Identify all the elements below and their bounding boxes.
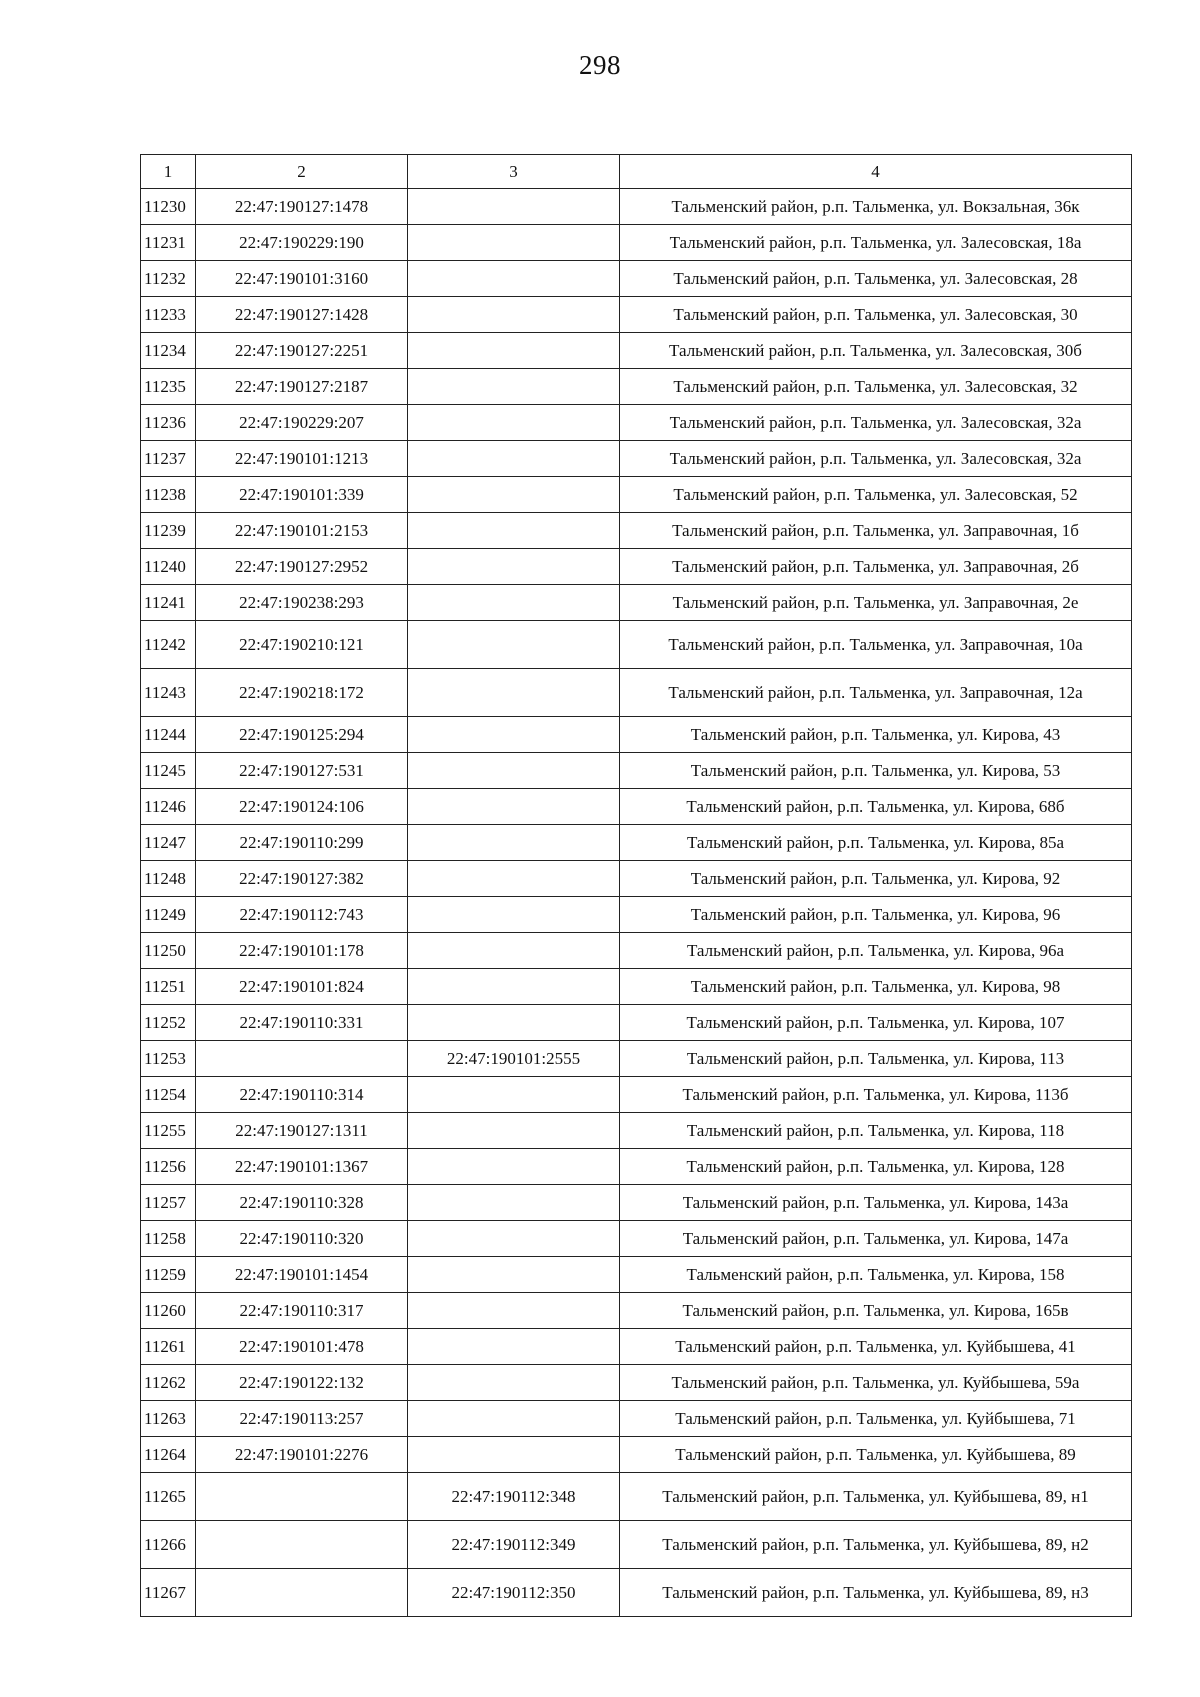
alt-cadastral-number-cell	[408, 261, 620, 297]
page-number: 298	[579, 50, 621, 80]
cadastral-number-cell: 22:47:190210:121	[196, 621, 408, 669]
address-cell: Тальменский район, р.п. Тальменка, ул. Кирова, 107	[620, 1005, 1132, 1041]
address-cell: Тальменский район, р.п. Тальменка, ул. Залесовская, 30б	[620, 333, 1132, 369]
table-row	[141, 333, 1132, 369]
cadastral-number-cell: 22:47:190218:172	[196, 669, 408, 717]
row-number-cell: 11267	[141, 1569, 196, 1617]
row-number-cell: 11254	[141, 1077, 196, 1113]
alt-cadastral-number-cell	[408, 1149, 620, 1185]
cadastral-number-cell	[196, 1041, 408, 1077]
alt-cadastral-number-cell	[408, 513, 620, 549]
alt-cadastral-number-cell: 22:47:190112:350	[408, 1569, 620, 1617]
alt-cadastral-number-cell	[408, 861, 620, 897]
cadastral-number-cell: 22:47:190110:328	[196, 1185, 408, 1221]
alt-cadastral-number-cell	[408, 825, 620, 861]
table-row	[141, 1569, 1132, 1617]
header-cell-3: 3	[408, 155, 620, 189]
row-number-cell: 11234	[141, 333, 196, 369]
address-cell: Тальменский район, р.п. Тальменка, ул. Куйбышева, 41	[620, 1329, 1132, 1365]
address-cell: Тальменский район, р.п. Тальменка, ул. Кирова, 165в	[620, 1293, 1132, 1329]
address-cell: Тальменский район, р.п. Тальменка, ул. Залесовская, 52	[620, 477, 1132, 513]
cadastral-number-cell: 22:47:190127:531	[196, 753, 408, 789]
cadastral-number-cell: 22:47:190122:132	[196, 1365, 408, 1401]
alt-cadastral-number-cell	[408, 1329, 620, 1365]
row-number-cell: 11265	[141, 1473, 196, 1521]
cadastral-number-cell: 22:47:190110:317	[196, 1293, 408, 1329]
cadastral-number-cell: 22:47:190110:320	[196, 1221, 408, 1257]
alt-cadastral-number-cell	[408, 225, 620, 261]
alt-cadastral-number-cell	[408, 297, 620, 333]
cadastral-number-cell: 22:47:190101:824	[196, 969, 408, 1005]
address-cell: Тальменский район, р.п. Тальменка, ул. Кирова, 143а	[620, 1185, 1132, 1221]
table-row	[141, 369, 1132, 405]
row-number-cell: 11262	[141, 1365, 196, 1401]
alt-cadastral-number-cell	[408, 1005, 620, 1041]
cadastral-number-cell: 22:47:190110:331	[196, 1005, 408, 1041]
table-row	[141, 1293, 1132, 1329]
cadastral-number-cell	[196, 1569, 408, 1617]
table-row	[141, 621, 1132, 669]
row-number-cell: 11244	[141, 717, 196, 753]
table-row	[141, 789, 1132, 825]
address-cell: Тальменский район, р.п. Тальменка, ул. Кирова, 118	[620, 1113, 1132, 1149]
address-cell: Тальменский район, р.п. Тальменка, ул. Вокзальная, 36к	[620, 189, 1132, 225]
alt-cadastral-number-cell	[408, 789, 620, 825]
alt-cadastral-number-cell	[408, 753, 620, 789]
row-number-cell: 11252	[141, 1005, 196, 1041]
cadastral-number-cell: 22:47:190112:743	[196, 897, 408, 933]
address-cell: Тальменский район, р.п. Тальменка, ул. Кирова, 92	[620, 861, 1132, 897]
address-cell: Тальменский район, р.п. Тальменка, ул. Кирова, 85а	[620, 825, 1132, 861]
address-cell: Тальменский район, р.п. Тальменка, ул. Залесовская, 32а	[620, 441, 1132, 477]
header-row	[141, 155, 1132, 189]
register-table-container	[140, 154, 1132, 1617]
alt-cadastral-number-cell	[408, 1257, 620, 1293]
cadastral-number-cell: 22:47:190101:3160	[196, 261, 408, 297]
address-cell: Тальменский район, р.п. Тальменка, ул. Заправочная, 2б	[620, 549, 1132, 585]
row-number-cell: 11250	[141, 933, 196, 969]
address-cell: Тальменский район, р.п. Тальменка, ул. Залесовская, 32а	[620, 405, 1132, 441]
alt-cadastral-number-cell	[408, 1401, 620, 1437]
address-cell: Тальменский район, р.п. Тальменка, ул. Залесовская, 28	[620, 261, 1132, 297]
row-number-cell: 11257	[141, 1185, 196, 1221]
table-row	[141, 513, 1132, 549]
alt-cadastral-number-cell	[408, 333, 620, 369]
table-row	[141, 1401, 1132, 1437]
row-number-cell: 11249	[141, 897, 196, 933]
header-cell-2: 2	[196, 155, 408, 189]
cadastral-number-cell: 22:47:190110:299	[196, 825, 408, 861]
address-cell: Тальменский район, р.п. Тальменка, ул. Заправочная, 10а	[620, 621, 1132, 669]
cadastral-number-cell: 22:47:190101:1213	[196, 441, 408, 477]
address-cell: Тальменский район, р.п. Тальменка, ул. Куйбышева, 71	[620, 1401, 1132, 1437]
address-cell: Тальменский район, р.п. Тальменка, ул. Кирова, 68б	[620, 789, 1132, 825]
cadastral-number-cell: 22:47:190101:339	[196, 477, 408, 513]
cadastral-number-cell: 22:47:190101:2153	[196, 513, 408, 549]
table-row	[141, 1365, 1132, 1401]
address-cell: Тальменский район, р.п. Тальменка, ул. Куйбышева, 89, н1	[620, 1473, 1132, 1521]
address-cell: Тальменский район, р.п. Тальменка, ул. Залесовская, 30	[620, 297, 1132, 333]
row-number-cell: 11264	[141, 1437, 196, 1473]
table-row	[141, 1005, 1132, 1041]
address-cell: Тальменский район, р.п. Тальменка, ул. Куйбышева, 89	[620, 1437, 1132, 1473]
cadastral-number-cell: 22:47:190238:293	[196, 585, 408, 621]
address-cell: Тальменский район, р.п. Тальменка, ул. Заправочная, 2е	[620, 585, 1132, 621]
row-number-cell: 11238	[141, 477, 196, 513]
address-cell: Тальменский район, р.п. Тальменка, ул. Кирова, 147а	[620, 1221, 1132, 1257]
table-row	[141, 1077, 1132, 1113]
table-row	[141, 825, 1132, 861]
register-table	[140, 154, 1132, 1617]
address-cell: Тальменский район, р.п. Тальменка, ул. Куйбышева, 89, н2	[620, 1521, 1132, 1569]
cadastral-number-cell: 22:47:190229:207	[196, 405, 408, 441]
table-row	[141, 969, 1132, 1005]
row-number-cell: 11255	[141, 1113, 196, 1149]
alt-cadastral-number-cell	[408, 1185, 620, 1221]
cadastral-number-cell: 22:47:190127:1478	[196, 189, 408, 225]
address-cell: Тальменский район, р.п. Тальменка, ул. Кирова, 96а	[620, 933, 1132, 969]
cadastral-number-cell: 22:47:190127:1311	[196, 1113, 408, 1149]
address-cell: Тальменский район, р.п. Тальменка, ул. Заправочная, 1б	[620, 513, 1132, 549]
address-cell: Тальменский район, р.п. Тальменка, ул. Кирова, 113б	[620, 1077, 1132, 1113]
row-number-cell: 11237	[141, 441, 196, 477]
table-row	[141, 1257, 1132, 1293]
table-row	[141, 861, 1132, 897]
table-row	[141, 225, 1132, 261]
cadastral-number-cell: 22:47:190127:2187	[196, 369, 408, 405]
address-cell: Тальменский район, р.п. Тальменка, ул. Кирова, 113	[620, 1041, 1132, 1077]
row-number-cell: 11248	[141, 861, 196, 897]
table-row	[141, 297, 1132, 333]
alt-cadastral-number-cell	[408, 1221, 620, 1257]
address-cell: Тальменский район, р.п. Тальменка, ул. Кирова, 98	[620, 969, 1132, 1005]
table-row	[141, 897, 1132, 933]
cadastral-number-cell	[196, 1521, 408, 1569]
alt-cadastral-number-cell	[408, 189, 620, 225]
alt-cadastral-number-cell	[408, 1077, 620, 1113]
row-number-cell: 11241	[141, 585, 196, 621]
cadastral-number-cell: 22:47:190127:1428	[196, 297, 408, 333]
table-row	[141, 1329, 1132, 1365]
row-number-cell: 11233	[141, 297, 196, 333]
row-number-cell: 11246	[141, 789, 196, 825]
table-row	[141, 189, 1132, 225]
cadastral-number-cell: 22:47:190101:2276	[196, 1437, 408, 1473]
row-number-cell: 11232	[141, 261, 196, 297]
alt-cadastral-number-cell: 22:47:190112:348	[408, 1473, 620, 1521]
address-cell: Тальменский район, р.п. Тальменка, ул. Заправочная, 12а	[620, 669, 1132, 717]
table-row	[141, 1041, 1132, 1077]
table-row	[141, 1113, 1132, 1149]
row-number-cell: 11260	[141, 1293, 196, 1329]
alt-cadastral-number-cell: 22:47:190112:349	[408, 1521, 620, 1569]
cadastral-number-cell: 22:47:190101:478	[196, 1329, 408, 1365]
table-row	[141, 717, 1132, 753]
alt-cadastral-number-cell	[408, 897, 620, 933]
alt-cadastral-number-cell	[408, 933, 620, 969]
row-number-cell: 11243	[141, 669, 196, 717]
alt-cadastral-number-cell	[408, 1113, 620, 1149]
alt-cadastral-number-cell	[408, 969, 620, 1005]
cadastral-number-cell: 22:47:190127:382	[196, 861, 408, 897]
cadastral-number-cell: 22:47:190113:257	[196, 1401, 408, 1437]
alt-cadastral-number-cell	[408, 405, 620, 441]
row-number-cell: 11251	[141, 969, 196, 1005]
row-number-cell: 11240	[141, 549, 196, 585]
table-row	[141, 1473, 1132, 1521]
address-cell: Тальменский район, р.п. Тальменка, ул. Залесовская, 32	[620, 369, 1132, 405]
header-cell-1: 1	[141, 155, 196, 189]
row-number-cell: 11245	[141, 753, 196, 789]
table-row	[141, 933, 1132, 969]
table-row	[141, 1149, 1132, 1185]
table-row	[141, 669, 1132, 717]
cadastral-number-cell: 22:47:190127:2251	[196, 333, 408, 369]
row-number-cell: 11256	[141, 1149, 196, 1185]
table-row	[141, 1221, 1132, 1257]
table-row	[141, 753, 1132, 789]
cadastral-number-cell: 22:47:190229:190	[196, 225, 408, 261]
table-row	[141, 585, 1132, 621]
cadastral-number-cell: 22:47:190101:1454	[196, 1257, 408, 1293]
cadastral-number-cell: 22:47:190101:178	[196, 933, 408, 969]
alt-cadastral-number-cell	[408, 585, 620, 621]
row-number-cell: 11242	[141, 621, 196, 669]
alt-cadastral-number-cell	[408, 1437, 620, 1473]
table-body	[141, 189, 1132, 1617]
row-number-cell: 11231	[141, 225, 196, 261]
address-cell: Тальменский район, р.п. Тальменка, ул. Кирова, 96	[620, 897, 1132, 933]
table-row	[141, 1521, 1132, 1569]
address-cell: Тальменский район, р.п. Тальменка, ул. Куйбышева, 89, н3	[620, 1569, 1132, 1617]
table-row	[141, 1437, 1132, 1473]
cadastral-number-cell: 22:47:190124:106	[196, 789, 408, 825]
row-number-cell: 11266	[141, 1521, 196, 1569]
header-cell-4: 4	[620, 155, 1132, 189]
cadastral-number-cell: 22:47:190127:2952	[196, 549, 408, 585]
alt-cadastral-number-cell	[408, 477, 620, 513]
row-number-cell: 11253	[141, 1041, 196, 1077]
table-row	[141, 477, 1132, 513]
row-number-cell: 11239	[141, 513, 196, 549]
row-number-cell: 11235	[141, 369, 196, 405]
row-number-cell: 11230	[141, 189, 196, 225]
table-row	[141, 261, 1132, 297]
cadastral-number-cell: 22:47:190110:314	[196, 1077, 408, 1113]
address-cell: Тальменский район, р.п. Тальменка, ул. Залесовская, 18а	[620, 225, 1132, 261]
alt-cadastral-number-cell	[408, 369, 620, 405]
alt-cadastral-number-cell	[408, 717, 620, 753]
address-cell: Тальменский район, р.п. Тальменка, ул. Кирова, 158	[620, 1257, 1132, 1293]
cadastral-number-cell	[196, 1473, 408, 1521]
alt-cadastral-number-cell	[408, 549, 620, 585]
cadastral-number-cell: 22:47:190101:1367	[196, 1149, 408, 1185]
table-row	[141, 441, 1132, 477]
table-row	[141, 549, 1132, 585]
row-number-cell: 11236	[141, 405, 196, 441]
address-cell: Тальменский район, р.п. Тальменка, ул. Куйбышева, 59а	[620, 1365, 1132, 1401]
alt-cadastral-number-cell: 22:47:190101:2555	[408, 1041, 620, 1077]
cadastral-number-cell: 22:47:190125:294	[196, 717, 408, 753]
alt-cadastral-number-cell	[408, 621, 620, 669]
alt-cadastral-number-cell	[408, 669, 620, 717]
address-cell: Тальменский район, р.п. Тальменка, ул. Кирова, 43	[620, 717, 1132, 753]
alt-cadastral-number-cell	[408, 1293, 620, 1329]
address-cell: Тальменский район, р.п. Тальменка, ул. Кирова, 53	[620, 753, 1132, 789]
row-number-cell: 11261	[141, 1329, 196, 1365]
alt-cadastral-number-cell	[408, 1365, 620, 1401]
address-cell: Тальменский район, р.п. Тальменка, ул. Кирова, 128	[620, 1149, 1132, 1185]
row-number-cell: 11247	[141, 825, 196, 861]
row-number-cell: 11258	[141, 1221, 196, 1257]
table-row	[141, 1185, 1132, 1221]
table-row	[141, 405, 1132, 441]
row-number-cell: 11259	[141, 1257, 196, 1293]
row-number-cell: 11263	[141, 1401, 196, 1437]
alt-cadastral-number-cell	[408, 441, 620, 477]
